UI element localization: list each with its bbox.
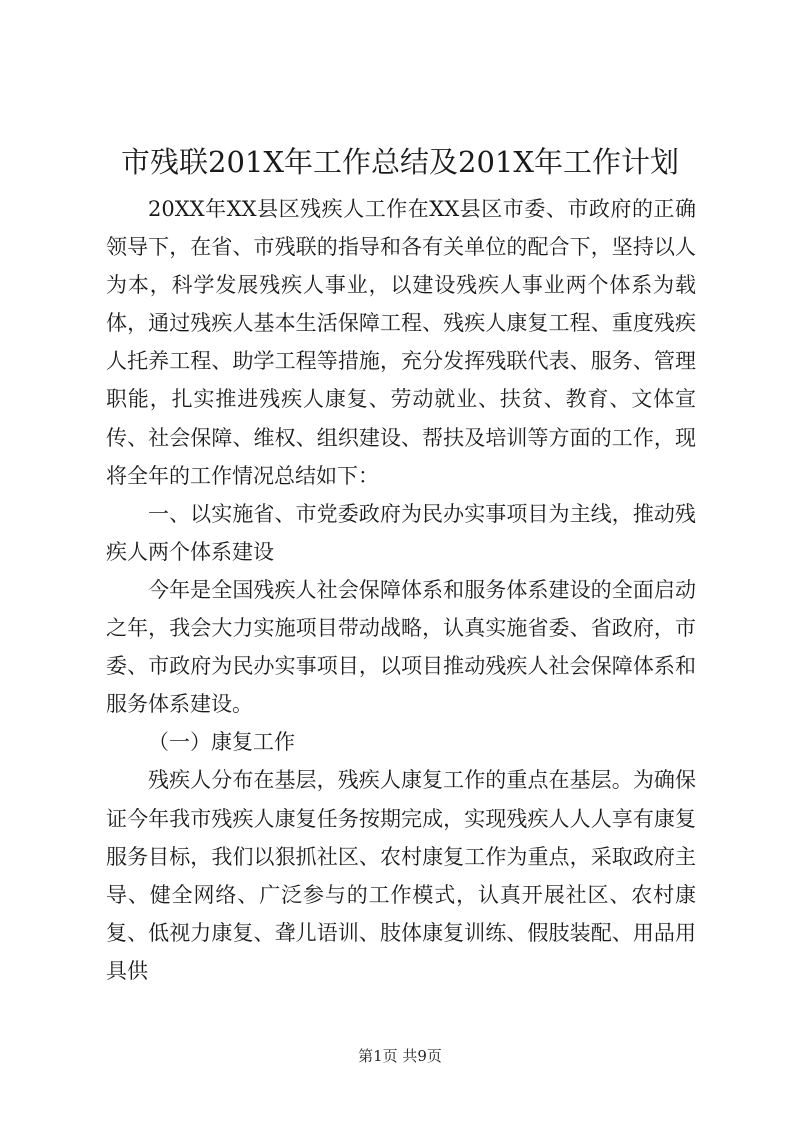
section-heading: 一、以实施省、市党委政府为民办实事项目为主线，推动残疾人两个体系建设 <box>106 501 696 564</box>
paragraph-intro: 20XX年XX县区残疾人工作在XX县区市委、市政府的正确领导下，在省、市残联的指导和各有关单位的配合下，坚持以人为本，科学发展残疾人事业，以建设残疾人事业两个体系为载体，通过残疾人基本生活保障工程、残疾人康复工程、重度残疾人托养工程、助学工程等措施，充分发挥残联代表、服务、管理职能，扎实推进残疾人康复、劳动就业、扶贫、教育、文体宣传、社会保障、维权、组织建设、帮扶及培训等方面的工作，现将全年的工作情况总结如下： <box>106 197 696 488</box>
page-footer: 第1页 共9页 <box>358 1047 442 1065</box>
document-title: 市残联201X年工作总结及201X年工作计划 <box>121 145 679 179</box>
document-body <box>106 190 696 990</box>
paragraph-rehab: 残疾人分布在基层，残疾人康复工作的重点在基层。为确保证今年我市残疾人康复任务按期完成，实现残疾人人人享有康复服务目标，我们以狠抓社区、农村康复工作为重点，采取政府主导、健全网络、广泛参与的工作模式，认真开展社区、农村康复、低视力康复、聋儿语训、肢体康复训练、假肢装配、用品用具供 <box>106 768 696 983</box>
subsection-heading: （一）康复工作 <box>148 730 295 755</box>
paragraph-section-intro: 今年是全国残疾人社会保障体系和服务体系建设的全面启动之年，我会大力实施项目带动战略，认真实施省委、省政府，市委、市政府为民办实事项目，以项目推动残疾人社会保障体系和服务体系建设。 <box>106 577 696 717</box>
